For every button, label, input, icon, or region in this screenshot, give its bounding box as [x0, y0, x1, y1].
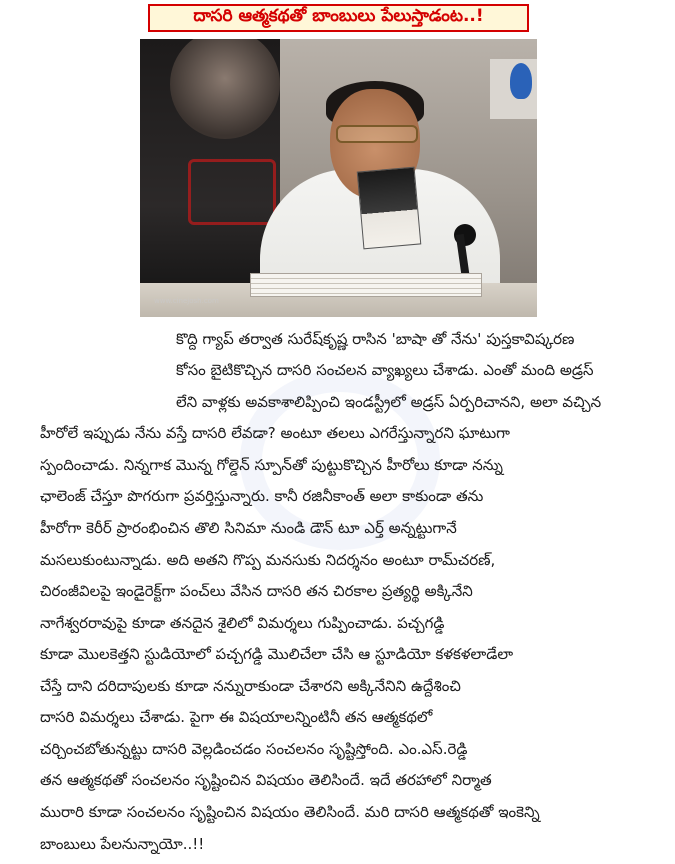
headline-box — [148, 4, 529, 32]
article-line: మసలుకుంటున్నాడు. అది అతని గొప్ప మనసుకు నిదర్శనం అంటూ రామ్‌చరణ్, — [40, 551, 496, 569]
photo-watermark: www.cinejosh.com — [154, 297, 219, 305]
article-line: కూడా మొలకెత్తని స్టుడియోలో పచ్చగడ్డి మొలిచేలా చేసి ఆ స్టూడియో కళకళలాడేలా — [40, 645, 514, 663]
article-line: చేస్తే దాని దరిదాపులకు కూడా నన్నురాకుండా చేశారని అక్కినేనిని ఉద్దేశించి — [40, 677, 461, 695]
article-line: దాసరి విమర్శలు చేశాడు. పైగా ఈ విషయాలన్నింటినీ తన ఆత్మకథలో — [40, 708, 433, 726]
article-line: లేని వాళ్లకు అవకాశాలిప్పించి ఇండస్ట్రీలో అడ్రస్ ఏర్పరిచానని, అలా వచ్చిన — [176, 393, 602, 411]
speaker-glasses — [336, 125, 418, 143]
article-line: హీరోలే ఇప్పుడు నేను వస్తే దాసరి లేవడా? అంటూ తలలు ఎగరేస్తున్నారని ఘాటుగా — [40, 424, 510, 442]
article-line: మురారి కూడా సంచలనం సృష్టించిన విషయం తెలిసిందే. మరి దాసరి ఆత్మకథతో ఇంకెన్ని — [40, 803, 540, 821]
article-body — [0, 322, 675, 862]
headline: దాసరి ఆత్మకథతో బాంబులు పేలుస్తాడంట..! — [193, 6, 484, 26]
article-line: చిరంజీవిలపై ఇండైరెక్ట్‌గా పంచ్‌లు వేసిన దాసరి తన చిరకాల ప్రత్యర్థి అక్కినేని — [40, 582, 473, 600]
article-line: స్పందించాడు. నిన్నగాక మొన్న గోల్డెన్ స్పూన్‌తో పుట్టుకొచ్చిన హీరోలు కూడా నన్ను — [40, 456, 503, 474]
article-line: కోసం బైటికొచ్చిన దాసరి సంచలన వ్యాఖ్యలు చేశాడు. ఎంతో మంది అడ్రస్ — [176, 361, 594, 379]
article-line: హీరోగా కెరీర్ ప్రారంభించిన తొలి సినిమా నుండి డౌన్ టూ ఎర్త్ అన్నట్టుగానే — [40, 519, 457, 537]
book-stack — [250, 273, 482, 297]
channel-logo-icon — [510, 63, 532, 99]
article-line: తన ఆత్మకథతో సంచలనం సృష్టించిన విషయం తెలిసిందే. ఇదే తరహాలో నిర్మాత — [40, 771, 492, 789]
book-cover — [357, 167, 422, 250]
article-line: కొద్ది గ్యాప్ తర్వాత సురేష్‌కృష్ణ రాసిన 'బాషా తో నేను' పుస్తకావిష్కరణ — [176, 330, 575, 348]
article-line: ఛాలెంజ్ చేస్తూ పొగరుగా ప్రవర్తిస్తున్నారు. కానీ రజినీకాంత్ అలా కాకుండా తను — [40, 487, 484, 505]
article-line: చర్చించబోతున్నట్టు దాసరి వెల్లడించడం సంచలనం సృష్టిస్తోంది. ఎం.ఎస్.రెడ్డి — [40, 740, 468, 758]
article-line: బాంబులు పేలనున్నాయో..!! — [40, 835, 205, 853]
article-line: నాగేశ్వరరావుపై కూడా తనదైన శైలిలో విమర్శలు గుప్పించాడు. పచ్చగడ్డి — [40, 614, 445, 632]
press-meet-photo — [140, 39, 537, 317]
